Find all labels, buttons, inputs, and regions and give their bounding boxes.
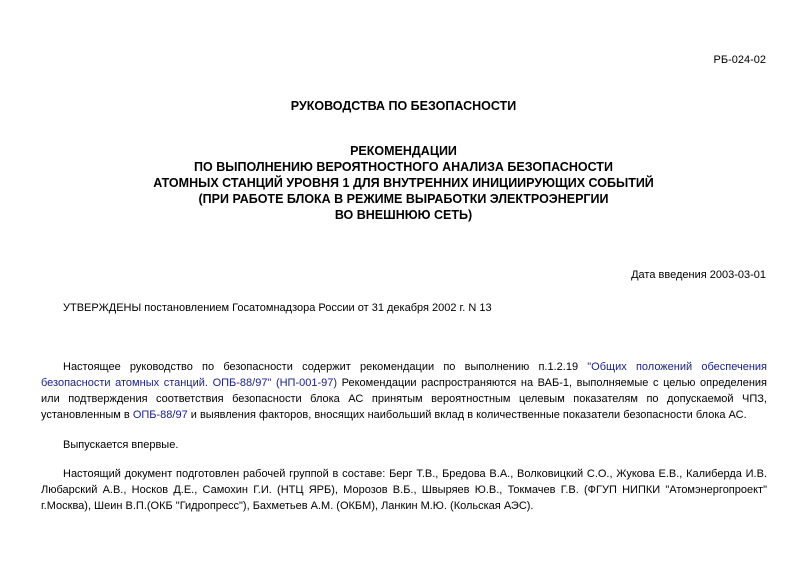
guide-title: РУКОВОДСТВА ПО БЕЗОПАСНОСТИ bbox=[290, 99, 517, 113]
approval-lead: УТВЕРЖДЕНЫ bbox=[63, 302, 142, 314]
opb-88-97-link[interactable]: ОПБ-88/97 bbox=[132, 409, 188, 421]
title-line: РЕКОМЕНДАЦИИ bbox=[350, 144, 457, 158]
introduction-date: Дата введения 2003-03-01 bbox=[631, 269, 766, 281]
authors-paragraph: Настоящий документ подготовлен рабочей группой в составе: Берг Т.В., Бредова В.А., Волковицкий С.О., Жукова Е.В., Калиберда И.В. Любарский А.В., Носков Д.Е., Самохин Г.И. (НТЦ ЯРБ), Морозов В.Б., Швыряев Ю.В., Токмачев Г.В. (ФГУП НИПКИ "Атомэнергопроект" г.Москва), Шеин В.П.(ОКБ "Гидропресс"), Бахметьев А.М. (ОКБМ), Ланкин М.Ю. (Кольская АЭС). bbox=[41, 468, 767, 512]
scope-text-2: Рекомендации распространяются на ВАБ-1, выполняемые с целью определения или подтверждения соответствия безопасности блока АС принятым вероятностным целевым показателям по допускаемой ЧПЗ, установленным в bbox=[41, 377, 767, 421]
title-line: (ПРИ РАБОТЕ БЛОКА В РЕЖИМЕ ВЫРАБОТКИ ЭЛЕКТРОЭНЕРГИИ bbox=[198, 192, 609, 206]
approval-statement bbox=[63, 301, 492, 315]
title-line: ВО ВНЕШНЮЮ СЕТЬ) bbox=[334, 208, 473, 222]
scope-text-1: Настоящее руководство по безопасности содержит рекомендации по выполнению п.1.2.19 bbox=[63, 361, 588, 373]
recommendations-title bbox=[0, 143, 807, 223]
scope-paragraph bbox=[41, 359, 767, 423]
title-line: АТОМНЫХ СТАНЦИЙ УРОВНЯ 1 ДЛЯ ВНУТРЕННИХ ИНИЦИИРУЮЩИХ СОБЫТИЙ bbox=[153, 176, 654, 190]
scope-text-3: и выявления факторов, вносящих наибольший вклад в количественные показатели безопасности блока АС. bbox=[187, 409, 747, 421]
opb-general-provisions-link[interactable]: "Общих положений обеспечения безопасности атомных станций. ОПБ-88/97" (НП-001-97) bbox=[41, 361, 767, 389]
document-code: РБ-024-02 bbox=[713, 54, 766, 66]
first-issue-paragraph: Выпускается впервые. bbox=[63, 439, 179, 451]
title-line: ПО ВЫПОЛНЕНИЮ ВЕРОЯТНОСТНОГО АНАЛИЗА БЕЗОПАСНОСТИ bbox=[194, 160, 613, 174]
approval-text: постановлением Госатомнадзора России от 31 декабря 2002 г. N 13 bbox=[141, 302, 492, 314]
